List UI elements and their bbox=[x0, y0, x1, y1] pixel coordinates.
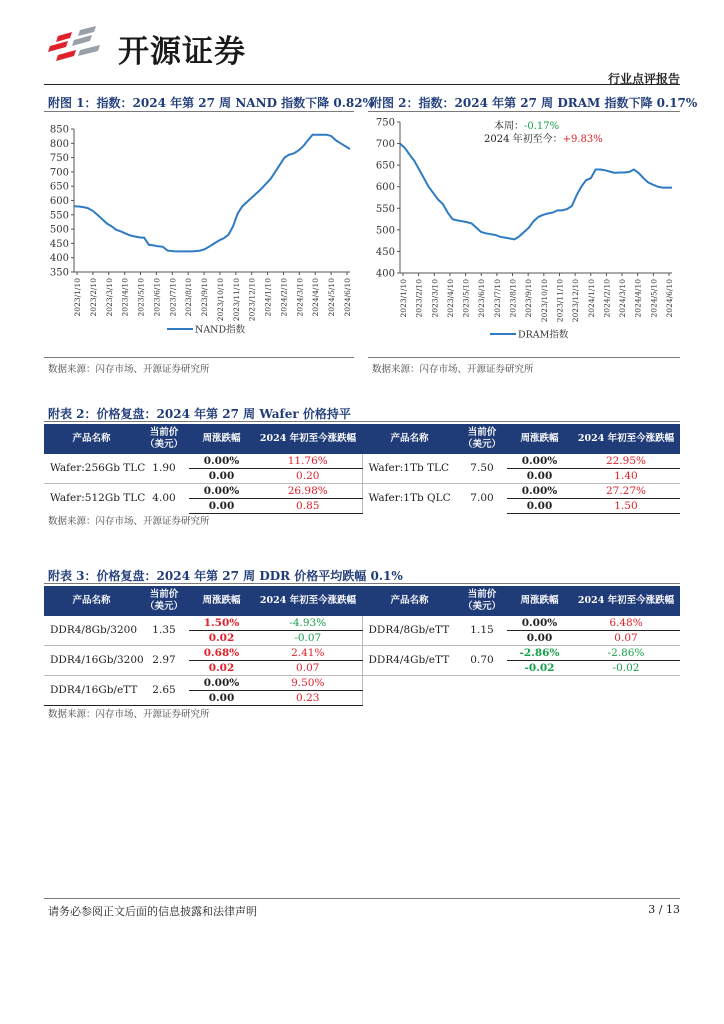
x-tick-label: 2024/6/10 bbox=[665, 279, 674, 318]
table-row bbox=[44, 616, 680, 631]
col-ytd-change: 2024 年初至今涨跌幅 bbox=[254, 586, 362, 616]
col-ytd-change: 2024 年初至今涨跌幅 bbox=[254, 424, 362, 454]
x-tick-label: 2023/6/10 bbox=[477, 279, 487, 318]
kaiyuan-logo-icon bbox=[44, 24, 110, 66]
col-week-change-2: 周涨跌幅 bbox=[507, 424, 572, 454]
x-tick-label: 2023/4/10 bbox=[120, 278, 130, 317]
figure2-source: 数据来源：闪存市场、开源证券研究所 bbox=[372, 364, 534, 375]
ytd-pct: 11.76% bbox=[254, 454, 362, 469]
table2-top-rule bbox=[44, 421, 680, 422]
ytd-abs: 0.85 bbox=[254, 499, 362, 514]
ytd-abs: -0.02 bbox=[612, 661, 640, 674]
figure2-caption: 附图 2：指数：2024 年第 27 周 DRAM 指数下降 0.17% bbox=[370, 96, 698, 110]
y-tick-label: 550 bbox=[49, 210, 69, 222]
col-product: 产品名称 bbox=[44, 424, 139, 454]
table-row bbox=[44, 454, 680, 469]
y-tick-label: 600 bbox=[49, 196, 69, 207]
ytd-pct: 6.48% bbox=[572, 616, 680, 631]
x-tick-label: 2024/1/10 bbox=[263, 278, 273, 317]
product-name: Wafer:256Gb TLC bbox=[50, 462, 146, 474]
col-price-label: 当前价 （美元） bbox=[144, 427, 183, 450]
week-change-label: 本周： bbox=[494, 121, 524, 132]
y-tick-label: 600 bbox=[375, 182, 395, 194]
current-price: 7.50 bbox=[470, 462, 494, 474]
x-tick-label: 2024/4/10 bbox=[311, 278, 321, 317]
y-tick-label: 800 bbox=[49, 138, 69, 150]
week-pct: -2.86% bbox=[507, 646, 572, 661]
ytd-change-label: 2024 年初至今： bbox=[484, 134, 563, 145]
x-tick-label: 2023/11/10 bbox=[231, 278, 241, 322]
legend-label: DRAM指数 bbox=[518, 329, 569, 341]
y-tick-label: 650 bbox=[49, 181, 69, 193]
x-tick-label: 2023/12/10 bbox=[247, 278, 257, 322]
ytd-pct: 22.95% bbox=[572, 454, 680, 469]
product-name: Wafer:512Gb TLC bbox=[50, 492, 146, 505]
wafer-price-table bbox=[44, 424, 680, 514]
current-price: 4.00 bbox=[152, 492, 176, 505]
x-tick-label: 2023/5/10 bbox=[461, 279, 471, 318]
col-product-2: 产品名称 bbox=[362, 424, 457, 454]
week-abs: 0.00 bbox=[526, 469, 553, 482]
col-price-2-label: 当前价 （美元） bbox=[462, 427, 501, 450]
product-name: DDR4/8Gb/eTT bbox=[368, 624, 450, 636]
y-tick-label: 750 bbox=[375, 117, 395, 129]
figure2-ytd-annotation bbox=[484, 130, 603, 145]
product-name: DDR4/16Gb/3200 bbox=[50, 654, 144, 666]
x-tick-label: 2023/4/10 bbox=[445, 279, 455, 318]
y-tick-label: 400 bbox=[375, 268, 395, 280]
x-tick-label: 2024/6/10 bbox=[343, 278, 352, 317]
current-price: 0.70 bbox=[470, 654, 494, 666]
x-tick-label: 2023/3/10 bbox=[104, 278, 114, 317]
table3-top-rule bbox=[44, 583, 680, 584]
col-week-change: 周涨跌幅 bbox=[189, 424, 254, 454]
product-name: DDR4/4Gb/eTT bbox=[368, 654, 450, 666]
week-change-value: -0.17% bbox=[524, 121, 560, 132]
week-abs: 0.00 bbox=[526, 631, 553, 644]
product-name: DDR4/16Gb/eTT bbox=[44, 676, 139, 706]
col-product: 产品名称 bbox=[44, 586, 139, 616]
series-line bbox=[74, 135, 350, 252]
ytd-change-value: +9.83% bbox=[562, 134, 603, 145]
week-abs: 0.00 bbox=[208, 469, 235, 482]
table3-caption: 附表 3：价格复盘：2024 年第 27 周 DDR 价格平均跌幅 0.1% bbox=[48, 569, 403, 583]
x-tick-label: 2023/9/10 bbox=[524, 279, 534, 318]
legend-label: NAND指数 bbox=[195, 324, 246, 336]
product-name: Wafer:1Tb QLC bbox=[368, 492, 451, 505]
current-price: 1.35 bbox=[152, 624, 176, 636]
col-price-label: 当前价 （美元） bbox=[144, 589, 183, 612]
ytd-abs: 1.40 bbox=[614, 469, 638, 482]
x-tick-label: 2023/9/10 bbox=[200, 278, 210, 317]
week-pct: 0.00% bbox=[507, 454, 572, 469]
x-tick-label: 2023/7/10 bbox=[492, 279, 502, 318]
y-tick-label: 450 bbox=[49, 238, 69, 250]
footer-divider bbox=[44, 898, 680, 899]
col-price-2 bbox=[457, 424, 507, 454]
y-tick-label: 750 bbox=[49, 153, 69, 165]
x-tick-label: 2024/1/10 bbox=[586, 279, 596, 318]
table2-caption: 附表 2：价格复盘：2024 年第 27 周 Wafer 价格持平 bbox=[48, 407, 351, 421]
ytd-pct: 27.27% bbox=[572, 484, 680, 499]
ytd-abs: 0.07 bbox=[254, 661, 362, 676]
footer-disclaimer: 请务必参阅正文后面的信息披露和法律声明 bbox=[48, 905, 257, 918]
x-tick-label: 2023/12/10 bbox=[571, 279, 581, 323]
figure1-source: 数据来源：闪存市场、开源证券研究所 bbox=[48, 364, 210, 375]
week-abs: -0.02 bbox=[524, 661, 555, 674]
nand-index-chart bbox=[44, 114, 354, 352]
x-tick-label: 2024/5/10 bbox=[327, 278, 337, 317]
x-tick-label: 2024/3/10 bbox=[618, 279, 628, 318]
week-pct: 0.68% bbox=[189, 646, 254, 661]
col-week-change: 周涨跌幅 bbox=[189, 586, 254, 616]
x-tick-label: 2023/8/10 bbox=[184, 278, 194, 317]
current-price: 1.15 bbox=[470, 624, 494, 636]
current-price: 1.90 bbox=[152, 462, 176, 474]
x-tick-label: 2023/1/10 bbox=[73, 278, 82, 317]
ytd-abs: -0.07 bbox=[254, 631, 362, 646]
product-name: Wafer:1Tb TLC bbox=[368, 462, 450, 474]
week-pct: 1.50% bbox=[189, 616, 254, 631]
x-tick-label: 2024/2/10 bbox=[602, 279, 612, 318]
y-tick-label: 650 bbox=[375, 160, 395, 172]
y-tick-label: 550 bbox=[375, 203, 395, 215]
figure2-bottom-rule bbox=[368, 357, 680, 358]
y-tick-label: 700 bbox=[49, 167, 69, 179]
figure1-caption: 附图 1：指数：2024 年第 27 周 NAND 指数下降 0.82% bbox=[48, 96, 374, 110]
week-abs: 0.02 bbox=[208, 631, 235, 644]
ytd-pct: -2.86% bbox=[572, 646, 680, 661]
week-abs: 0.02 bbox=[208, 661, 235, 674]
col-price bbox=[139, 586, 189, 616]
table-row bbox=[44, 646, 680, 661]
header-divider bbox=[44, 84, 680, 85]
ddr-price-table bbox=[44, 586, 680, 706]
x-tick-label: 2023/7/10 bbox=[168, 278, 178, 317]
ytd-pct: 9.50% bbox=[254, 676, 362, 691]
col-price bbox=[139, 424, 189, 454]
week-pct: 0.00% bbox=[507, 616, 572, 631]
week-pct: 0.00% bbox=[189, 676, 254, 691]
x-tick-label: 2023/6/10 bbox=[152, 278, 162, 317]
table-row bbox=[44, 484, 680, 499]
current-price: 2.97 bbox=[152, 654, 176, 666]
col-price-2 bbox=[457, 586, 507, 616]
ytd-pct: -4.93% bbox=[254, 616, 362, 631]
current-price: 7.00 bbox=[470, 492, 494, 505]
x-tick-label: 2023/2/10 bbox=[414, 279, 424, 318]
x-tick-label: 2024/3/10 bbox=[295, 278, 305, 317]
page-number: 3 / 13 bbox=[648, 903, 680, 916]
empty-cell bbox=[362, 676, 680, 706]
week-abs: 0.00 bbox=[189, 691, 254, 706]
ytd-abs: 0.07 bbox=[614, 631, 638, 644]
ytd-abs: 0.23 bbox=[254, 691, 362, 706]
x-tick-label: 2024/4/10 bbox=[633, 279, 643, 318]
y-tick-label: 850 bbox=[49, 124, 69, 136]
col-ytd-change-2: 2024 年初至今涨跌幅 bbox=[572, 586, 680, 616]
product-name: DDR4/8Gb/3200 bbox=[50, 624, 138, 636]
table3-source: 数据来源：闪存市场、开源证券研究所 bbox=[48, 709, 210, 720]
x-tick-label: 2023/5/10 bbox=[136, 278, 146, 317]
y-tick-label: 450 bbox=[375, 246, 395, 258]
week-abs: 0.00 bbox=[507, 499, 572, 514]
series-line bbox=[400, 144, 672, 240]
x-tick-label: 2024/2/10 bbox=[279, 278, 289, 317]
x-tick-label: 2023/8/10 bbox=[508, 279, 518, 318]
x-tick-label: 2023/10/10 bbox=[539, 279, 549, 323]
table2-source: 数据来源：闪存市场、开源证券研究所 bbox=[48, 516, 210, 527]
x-tick-label: 2023/11/10 bbox=[555, 279, 565, 323]
week-abs: 0.00 bbox=[189, 499, 254, 514]
x-tick-label: 2023/1/10 bbox=[399, 279, 408, 318]
y-tick-label: 700 bbox=[375, 139, 395, 151]
x-tick-label: 2024/5/10 bbox=[649, 279, 659, 318]
figure1-top-rule bbox=[44, 111, 354, 112]
document-type: 行业点评报告 bbox=[607, 72, 680, 86]
week-pct: 0.00% bbox=[189, 484, 254, 499]
y-tick-label: 500 bbox=[375, 225, 395, 237]
col-product-2: 产品名称 bbox=[362, 586, 457, 616]
dram-index-chart bbox=[368, 114, 680, 352]
figure1-bottom-rule bbox=[44, 357, 354, 358]
x-tick-label: 2023/3/10 bbox=[430, 279, 440, 318]
week-pct: 0.00% bbox=[189, 454, 254, 469]
ytd-abs: 1.50 bbox=[572, 499, 680, 514]
ytd-abs: 0.20 bbox=[254, 469, 362, 484]
col-ytd-change-2: 2024 年初至今涨跌幅 bbox=[572, 424, 680, 454]
table-row bbox=[44, 676, 680, 691]
y-tick-label: 500 bbox=[49, 224, 69, 236]
week-pct: 0.00% bbox=[507, 484, 572, 499]
x-tick-label: 2023/10/10 bbox=[215, 278, 225, 322]
ytd-pct: 2.41% bbox=[254, 646, 362, 661]
current-price: 2.65 bbox=[139, 676, 189, 706]
ytd-pct: 26.98% bbox=[254, 484, 362, 499]
figure2-top-rule bbox=[368, 111, 680, 112]
col-price-2-label: 当前价 （美元） bbox=[462, 589, 501, 612]
x-tick-label: 2023/2/10 bbox=[88, 278, 98, 317]
company-name: 开源证券 bbox=[118, 34, 246, 70]
col-week-change-2: 周涨跌幅 bbox=[507, 586, 572, 616]
y-tick-label: 350 bbox=[49, 267, 69, 279]
y-tick-label: 400 bbox=[49, 253, 69, 265]
